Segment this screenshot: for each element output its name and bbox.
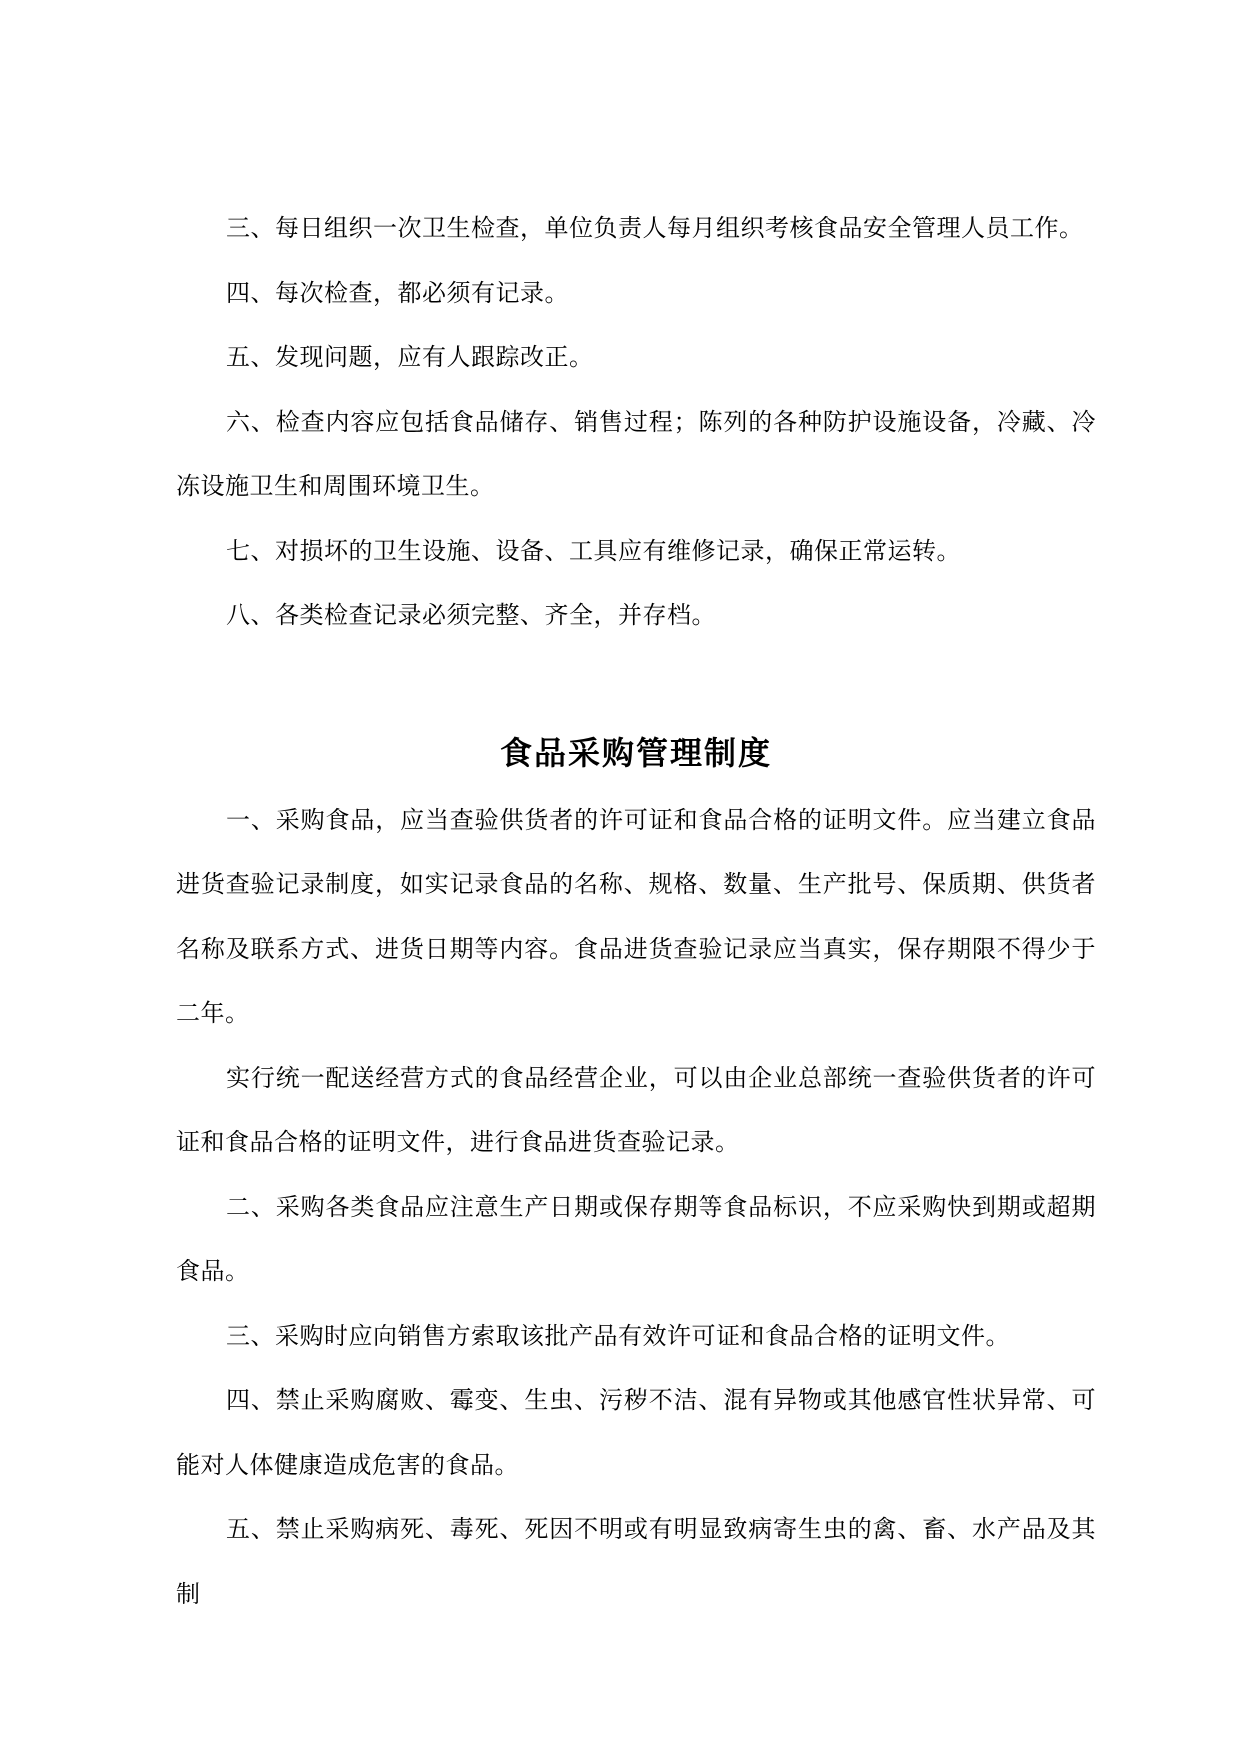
procurement-paragraph-1: 一、采购食品，应当查验供货者的许可证和食品合格的证明文件。应当建立食品进货查验记录制度，如实记录食品的名称、规格、数量、生产批号、保质期、供货者名称及联系方式、进货日期等内容。食品进货查验记录应当真实，保存期限不得少于二年。: [176, 805, 1096, 1027]
paragraph-item-6: 六、检查内容应包括食品储存、销售过程；陈列的各种防护设施设备，冷藏、冷冻设施卫生和周围环境卫生。: [176, 407, 1096, 500]
procurement-paragraph-5: 五、禁止采购病死、毒死、死因不明或有明显致病寄生虫的禽、畜、水产品及其制: [176, 1515, 1096, 1608]
paragraph-item-4: 四、每次检查，都必须有记录。: [226, 278, 569, 307]
paragraph-item-8: 八、各类检查记录必须完整、齐全，并存档。: [226, 601, 716, 629]
paragraph-item-7: 七、对损坏的卫生设施、设备、工具应有维修记录，确保正常运转。: [226, 536, 961, 565]
paragraph-item-5: 五、发现问题，应有人跟踪改正。: [226, 343, 594, 371]
inspection-rules-section: [176, 196, 1096, 648]
procurement-paragraph-3: 三、采购时应向销售方索取该批产品有效许可证和食品合格的证明文件。: [226, 1321, 1010, 1350]
document-body: [176, 196, 1096, 1626]
paragraph-item-3: 三、每日组织一次卫生检查，单位负责人每月组织考核食品安全管理人员工作。: [226, 214, 1084, 242]
procurement-paragraph-2: 二、采购各类食品应注意生产日期或保存期等食品标识，不应采购快到期或超期食品。: [176, 1192, 1096, 1285]
procurement-paragraph-unified-delivery: 实行统一配送经营方式的食品经营企业，可以由企业总部统一查验供货者的许可证和食品合格的证明文件，进行食品进货查验记录。: [176, 1063, 1096, 1156]
section-title: 食品采购管理制度: [499, 733, 772, 772]
procurement-paragraph-4: 四、禁止采购腐败、霉变、生虫、污秽不洁、混有异物或其他感官性状异常、可能对人体健康造成危害的食品。: [176, 1386, 1096, 1479]
procurement-section: [176, 733, 1096, 1627]
